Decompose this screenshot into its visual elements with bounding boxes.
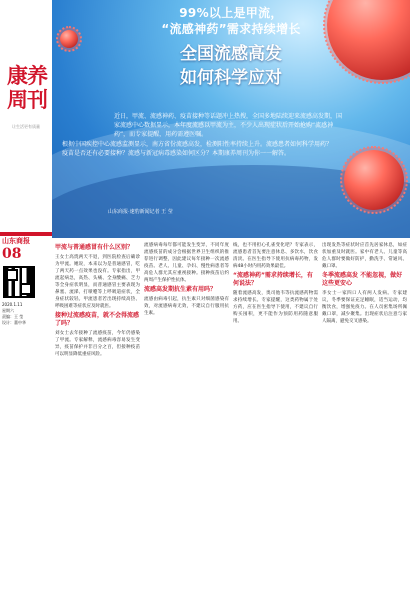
lead-paragraph: 根据中国疾控中心流感监测显示，南方省份流感高发，检测阳性率持续上升。流感患者如何科学用药？疫苗是否还有必要接种？流感与新冠病毒感染如何区分？本期康养周刊为你一一解答。 xyxy=(62,141,333,157)
kicker-line1: 99%以上是甲流， xyxy=(179,6,283,20)
text-column xyxy=(322,242,407,598)
paragraph: 随着流感高发，奥司他韦等抗流感药物需求持续增长。专家提醒，这类药物属于处方药，应在医生指导下使用，不建议自行购买囤积，更不能作为预防用药随意服用。 xyxy=(233,291,318,324)
issue-editor: 责编：王 莹 xyxy=(2,314,24,319)
paper-name: 山东商报 xyxy=(2,237,30,245)
article-body xyxy=(52,238,410,602)
issue-info xyxy=(0,302,52,326)
subheading: 甲流与普通感冒有什么区别？ xyxy=(55,244,134,251)
text-column xyxy=(144,242,229,598)
feature-banner xyxy=(52,0,410,238)
text-column xyxy=(233,242,318,598)
subheading: 流感高发期抗生素有用吗？ xyxy=(144,286,217,293)
brand-title xyxy=(2,64,52,112)
headline-line2: 如何科学应对 xyxy=(180,68,282,88)
paragraph: 李女士一家四口人有两人发病。专家建议，冬季要保证充足睡眠，适当运动，均衡饮食，增强免疫力。在人员密集场所佩戴口罩，减少聚集。出现症状后注意与家人隔离，避免交叉感染。 xyxy=(322,291,407,324)
text-column xyxy=(55,242,140,598)
headline-line1: 全国流感高发 xyxy=(180,44,282,64)
paragraph: 刘女士去年接种了流感疫苗，今年仍感染了甲流。专家解释，流感病毒容易发生变异，疫苗保护并非百分之百，但接种疫苗可以明显降低重症风险。 xyxy=(55,331,140,357)
virus-illustration-icon xyxy=(344,150,404,210)
paragraph: 王女士高烧两天不退，到医院检查后确诊为甲流。她说，本来以为是普通感冒，吃了两天药一点效果也没有。专家指出，甲流起病急，高热、头痛、全身酸痛、乏力等全身症状明显，而普通感冒主要表现为鼻塞、流涕、打喷嚏等上呼吸道症状，全身症状较轻。甲流患者若出现持续高热、呼吸困难等症状应及时就医。 xyxy=(55,255,140,309)
subheading: 接种过流感疫苗，就不会得流感了吗？ xyxy=(55,312,140,327)
subheading: “流感神药”需求持续增长，有何说法？ xyxy=(233,272,313,287)
issue-designer: 设计：董中华 xyxy=(2,320,26,325)
issue-weekday: 星期六 xyxy=(2,308,14,313)
issue-date: 2020.1.11 xyxy=(2,302,23,307)
qr-code-icon xyxy=(3,266,35,298)
paragraph: 流感由病毒引起，抗生素只对细菌感染有效，对流感病毒无效，不建议自行服用抗生素。 xyxy=(144,297,229,316)
byline: 山东商报·速豹新闻记者 王 莹 xyxy=(108,209,173,215)
brand-title-line1: 康养 xyxy=(7,63,47,88)
sidebar xyxy=(0,0,52,602)
brand-title-line2: 周刊 xyxy=(7,87,47,112)
page-number: 08 xyxy=(2,246,22,262)
subheading: 冬季流感高发 不能忽视，做好这些更安心 xyxy=(322,272,403,287)
brand-subtitle: 让生活更有质量 xyxy=(12,124,40,129)
paragraph: 线，也不用担心孔雀变化吧？专家表示，流感患者首先要注意休息、多饮水，饮食清淡。在医生指导下使用抗病毒药物，发病48小时内用药效果最佳。 xyxy=(233,243,318,269)
lead-paragraph: 近日，甲流、流感神药、疫苗接种等话题冲上热搜，全国多地陆续迎来流感高发期，国家流感中心数据显示，本年度流感以甲流为主，不少人出现症状后开始抢购“流感神药”，而专家提醒，用药需遵医嘱。 xyxy=(114,113,343,138)
paragraph: 流感病毒每年都可能发生变异，不同年度流感疫苗的成分会根据世界卫生组织的推荐进行调整，因此建议每年接种一次流感疫苗。老人、儿童、孕妇、慢性病患者等高危人群尤其应重视接种。接种疫苗后约两周产生保护性抗体。 xyxy=(144,243,229,283)
paragraph: 出现发热等症状时应首先居家休息，如症状加重及时就医。家中有老人、儿童等高危人群时要做好防护，勤洗手、常通风、戴口罩。 xyxy=(322,243,407,269)
kicker-line2: “流感神药”需求持续增长 xyxy=(161,22,301,36)
